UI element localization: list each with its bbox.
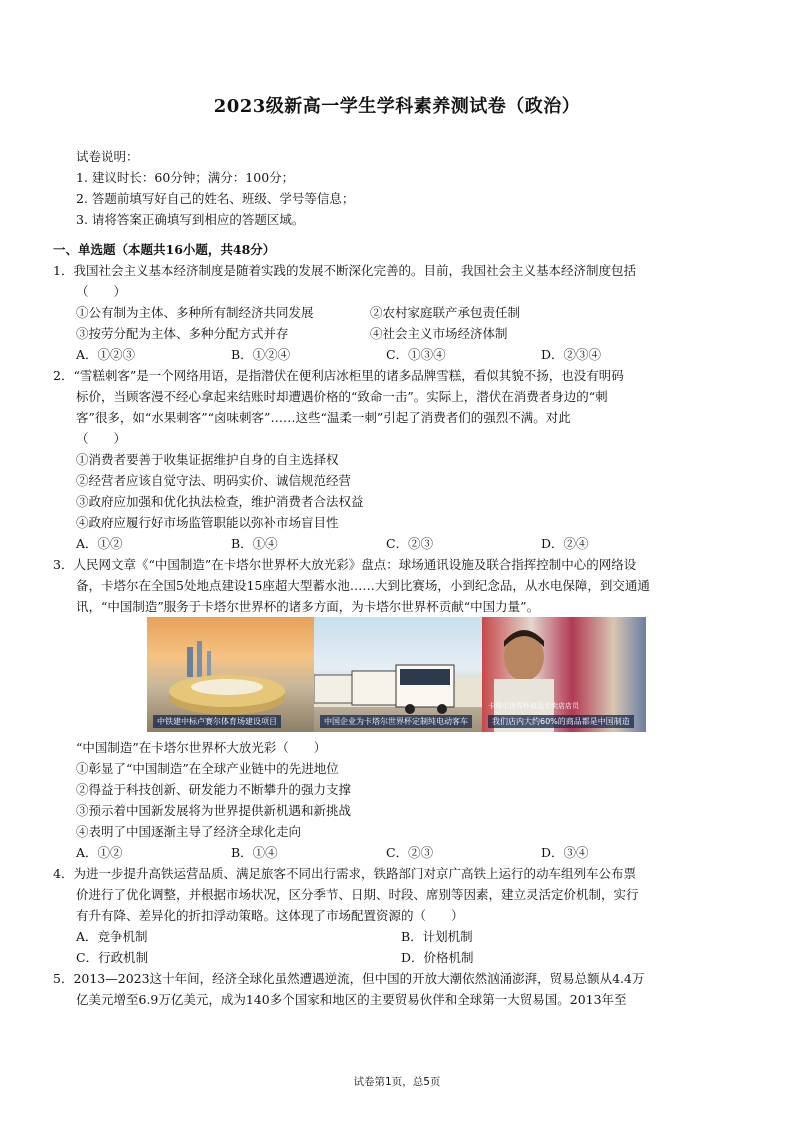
option-d[interactable]: D．②④ xyxy=(541,536,589,551)
instructions-heading: 试卷说明： xyxy=(76,149,139,164)
q3-options xyxy=(76,845,696,861)
option-a[interactable]: A．①②③ xyxy=(76,347,136,362)
question-3-prompt: “中国制造”在卡塔尔世界杯大放光彩（ ） xyxy=(76,740,327,755)
option-a[interactable]: A．①② xyxy=(76,536,123,551)
q1-item: ③按劳分配为主体、多种分配方式并存 xyxy=(76,326,289,341)
q2-item: ④政府应履行好市场监管职能以弥补市场盲目性 xyxy=(76,515,339,530)
q3-item: ②得益于科技创新、研发能力不断攀升的强力支撑 xyxy=(76,782,352,797)
q1-item: ④社会主义市场经济体制 xyxy=(370,326,508,341)
q2-item: ②经营者应该自觉守法、明码实价、诚信规范经营 xyxy=(76,473,352,488)
question-4-stem: 4．为进一步提升高铁运营品质、满足旅客不同出行需求，铁路部门对京广高铁上运行的动车组列车公布票 xyxy=(53,866,636,881)
q2-options xyxy=(76,536,696,552)
answer-blank: （ ） xyxy=(76,284,127,299)
option-d[interactable]: D．②③④ xyxy=(541,347,602,362)
option-c[interactable]: C．②③ xyxy=(386,536,434,551)
page-footer: 试卷第1页，总5页 xyxy=(353,1076,441,1088)
question-3-stem: 讯，“中国制造”服务于卡塔尔世界杯的诸多方面，为卡塔尔世界杯贡献“中国力量”。 xyxy=(76,599,540,614)
question-2-stem: 2．“雪糕刺客”是一个网络用语，是指潜伏在便利店冰柜里的诸多品牌雪糕，看似其貌不扬，也没有明码 xyxy=(53,368,624,383)
bus-photo xyxy=(314,617,482,732)
question-1-stem: 1．我国社会主义基本经济制度是随着实践的发展不断深化完善的。目前，我国社会主义基本经济制度包括 xyxy=(53,263,636,278)
q4-options xyxy=(76,950,726,966)
q2-item: ①消费者要善于收集证据维护自身的自主选择权 xyxy=(76,452,339,467)
section-heading: 一、单选题（本题共16小题，共48分） xyxy=(53,242,276,257)
option-d[interactable]: D．价格机制 xyxy=(401,950,474,965)
photo-caption: 我们店内大约60%的商品都是中国制造 xyxy=(488,715,634,728)
q2-item: ③政府应加强和优化执法检查，维护消费者合法权益 xyxy=(76,494,364,509)
photo-caption: 中国企业为卡塔尔世界杯定制纯电动客车 xyxy=(320,715,472,728)
instruction-item: 1. 建议时长：60分钟；满分：100分； xyxy=(76,170,295,185)
option-c[interactable]: C．①③④ xyxy=(386,347,446,362)
exam-title: 2023级新高一学生学科素养测试卷（政治） xyxy=(213,96,581,117)
question-2-stem: 标价，当顾客漫不经心拿起来结账时却遭遇价格的“致命一击”。实际上，潜伏在消费者身边的“刺 xyxy=(76,389,608,404)
option-a[interactable]: A．竞争机制 xyxy=(76,929,148,944)
question-3-stem: 3．人民网文章《“中国制造”在卡塔尔世界杯大放光彩》盘点：球场通讯设施及联合指挥控制中心的网络设 xyxy=(53,557,637,572)
question-3-stem: 备，卡塔尔在全国5处地点建设15座超大型蓄水池……大到比赛场，小到纪念品，从水电保障，到交通通 xyxy=(76,578,650,593)
q3-item: ④表明了中国逐渐主导了经济全球化走向 xyxy=(76,824,302,839)
stadium-photo xyxy=(147,617,314,732)
q3-item: ③预示着中国新发展将为世界提供新机遇和新挑战 xyxy=(76,803,352,818)
q3-item: ①彰显了“中国制造”在全球产业链中的先进地位 xyxy=(76,761,339,776)
question-5-stem: 亿美元增至6.9万亿美元，成为140多个国家和地区的主要贸易伙伴和全球第一大贸易国。2013年至 xyxy=(76,992,627,1007)
instruction-item: 3. 请将答案正确填写到相应的答题区域。 xyxy=(76,212,305,227)
option-b[interactable]: B．①④ xyxy=(231,845,278,860)
photo-overlay-text: 卡塔尔世界杯商品专卖店店员 xyxy=(488,702,579,710)
answer-blank: （ ） xyxy=(76,431,127,446)
instruction-item: 2. 答题前填写好自己的姓名、班级、学号等信息； xyxy=(76,191,355,206)
photo-caption: 中铁建中标卢赛尔体育场建设项目 xyxy=(153,715,281,728)
option-c[interactable]: C．②③ xyxy=(386,845,434,860)
q1-item: ①公有制为主体、多种所有制经济共同发展 xyxy=(76,305,314,320)
option-b[interactable]: B．①②④ xyxy=(231,347,291,362)
option-c[interactable]: C．行政机制 xyxy=(76,950,149,965)
option-d[interactable]: D．③④ xyxy=(541,845,589,860)
shop-photo xyxy=(482,617,646,732)
option-b[interactable]: B．①④ xyxy=(231,536,278,551)
question-2-stem: 客”很多，如“水果刺客”“卤味刺客”……这些“温柔一刺”引起了消费者们的强烈不满。对此 xyxy=(76,410,571,425)
photo-strip xyxy=(147,617,646,732)
q1-options xyxy=(76,347,696,363)
q4-options xyxy=(76,929,726,945)
option-a[interactable]: A．①② xyxy=(76,845,123,860)
question-4-stem: 价进行了优化调整，并根据市场状况，区分季节、日期、时段、席别等因素，建立灵活定价机制，实行 xyxy=(76,887,639,902)
question-5-stem: 5．2013—2023这十年间，经济全球化虽然遭遇逆流，但中国的开放大潮依然汹涌澎湃，贸易总额从4.4万 xyxy=(53,971,645,986)
q1-item: ②农村家庭联产承包责任制 xyxy=(370,305,521,320)
question-4-stem: 有升有降、差异化的折扣浮动策略。这体现了市场配置资源的（ ） xyxy=(76,908,464,923)
option-b[interactable]: B．计划机制 xyxy=(401,929,473,944)
